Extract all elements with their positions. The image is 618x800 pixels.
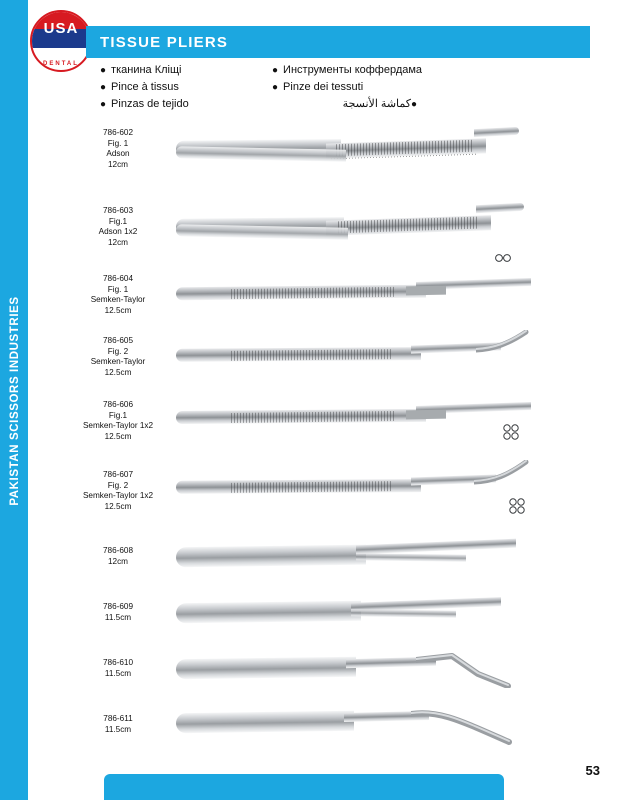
page-title: TISSUE PLIERS <box>100 33 229 51</box>
product-row <box>0 118 618 186</box>
translation-text: Pinzas de tejido <box>111 98 189 110</box>
product-size: 11.5cm <box>104 612 132 622</box>
translation-text: Pince à tissus <box>111 81 179 93</box>
translation-item <box>100 96 189 113</box>
product-label <box>66 400 170 442</box>
product-size: 12cm <box>107 237 129 247</box>
product-label <box>66 602 170 623</box>
product-code: 786-608 <box>102 546 134 555</box>
angled-tip <box>416 644 516 688</box>
product-size: 12.5cm <box>104 367 132 377</box>
instrument-image-786-609 <box>176 588 516 636</box>
product-row <box>0 390 618 458</box>
instrument-image-786-610 <box>176 644 516 694</box>
product-code: 786-609 <box>102 602 134 611</box>
bullet-icon: ● <box>100 82 107 93</box>
bullet-icon: ● <box>100 65 107 76</box>
bullet-icon: ● <box>272 65 279 76</box>
instrument-image-786-603 <box>176 192 526 258</box>
curved-tip <box>474 460 532 492</box>
product-code: 786-606 <box>102 400 134 409</box>
product-label <box>66 336 170 378</box>
product-name: Semken-Taylor 1x2 <box>82 491 154 500</box>
translation-text: тканина Кліщі <box>111 64 182 76</box>
product-size: 12.5cm <box>104 305 132 315</box>
product-label <box>66 714 170 735</box>
tip-detail-icon <box>501 423 521 441</box>
instrument-image-786-608 <box>176 530 516 580</box>
instrument-image-786-611 <box>176 700 516 752</box>
translation-text: Инструменты коффердама <box>283 64 423 76</box>
product-name: Adson <box>106 149 130 158</box>
product-size: 12cm <box>107 159 129 169</box>
bullet-icon: ● <box>272 82 279 93</box>
product-label <box>66 206 170 248</box>
product-code: 786-607 <box>102 470 134 479</box>
translation-item <box>272 62 422 79</box>
instrument-image-786-607 <box>176 458 536 518</box>
product-fig: Fig. 2 <box>107 480 129 490</box>
product-label <box>66 274 170 316</box>
product-name: Semken-Taylor <box>90 357 146 366</box>
usa-dental-logo <box>30 10 92 72</box>
tip-detail-icon <box>494 249 512 257</box>
translation-item <box>100 62 189 79</box>
product-name: Semken-Taylor <box>90 295 146 304</box>
bullet-icon: ● <box>411 99 418 110</box>
translation-item <box>100 79 189 96</box>
product-code: 786-602 <box>102 128 134 137</box>
product-size: 12.5cm <box>104 501 132 511</box>
product-row <box>0 328 618 390</box>
product-fig: Fig.1 <box>108 216 128 226</box>
product-row <box>0 588 618 644</box>
translations-column-right <box>272 62 422 113</box>
company-name-vertical: PAKISTAN SCISSORS INDUSTRIES <box>9 296 21 506</box>
translations-column-left <box>100 62 189 113</box>
product-label <box>66 658 170 679</box>
product-name: Adson 1x2 <box>98 227 138 236</box>
product-row <box>0 458 618 530</box>
product-row <box>0 700 618 756</box>
product-size: 12.5cm <box>104 431 132 441</box>
product-code: 786-610 <box>102 658 134 667</box>
bullet-icon: ● <box>100 99 107 110</box>
product-row <box>0 644 618 700</box>
product-name: Semken-Taylor 1x2 <box>82 421 154 430</box>
product-label <box>66 128 170 170</box>
product-code: 786-604 <box>102 274 134 283</box>
product-code: 786-603 <box>102 206 134 215</box>
translation-item <box>272 79 422 96</box>
product-code: 786-605 <box>102 336 134 345</box>
logo-text-dental: DENTAL <box>43 61 79 67</box>
footer-band <box>104 774 504 800</box>
instrument-image-786-602 <box>176 118 516 180</box>
product-list <box>0 118 618 756</box>
product-label <box>66 546 170 567</box>
product-row <box>0 268 618 328</box>
product-fig: Fig. 1 <box>107 138 129 148</box>
instrument-image-786-606 <box>176 390 531 446</box>
product-fig: Fig. 1 <box>107 284 129 294</box>
translation-text: كماشة الأنسجة <box>342 98 411 110</box>
product-fig: Fig. 2 <box>107 346 129 356</box>
product-size: 11.5cm <box>104 668 132 678</box>
product-label <box>66 470 170 512</box>
instrument-image-786-605 <box>176 328 531 380</box>
translation-text: Pinze dei tessuti <box>283 81 364 93</box>
product-row <box>0 186 618 268</box>
logo-text-usa: USA <box>43 20 79 37</box>
curved-tip <box>411 700 516 746</box>
page-header-band <box>86 26 590 58</box>
product-size: 12cm <box>107 556 129 566</box>
product-size: 11.5cm <box>104 724 132 734</box>
product-code: 786-611 <box>103 714 133 723</box>
product-fig: Fig.1 <box>108 410 128 420</box>
translation-item <box>272 96 422 113</box>
curved-tip <box>476 330 531 358</box>
instrument-image-786-604 <box>176 268 526 318</box>
tip-detail-icon <box>506 496 528 516</box>
page-number: 53 <box>585 763 600 778</box>
product-row <box>0 530 618 588</box>
